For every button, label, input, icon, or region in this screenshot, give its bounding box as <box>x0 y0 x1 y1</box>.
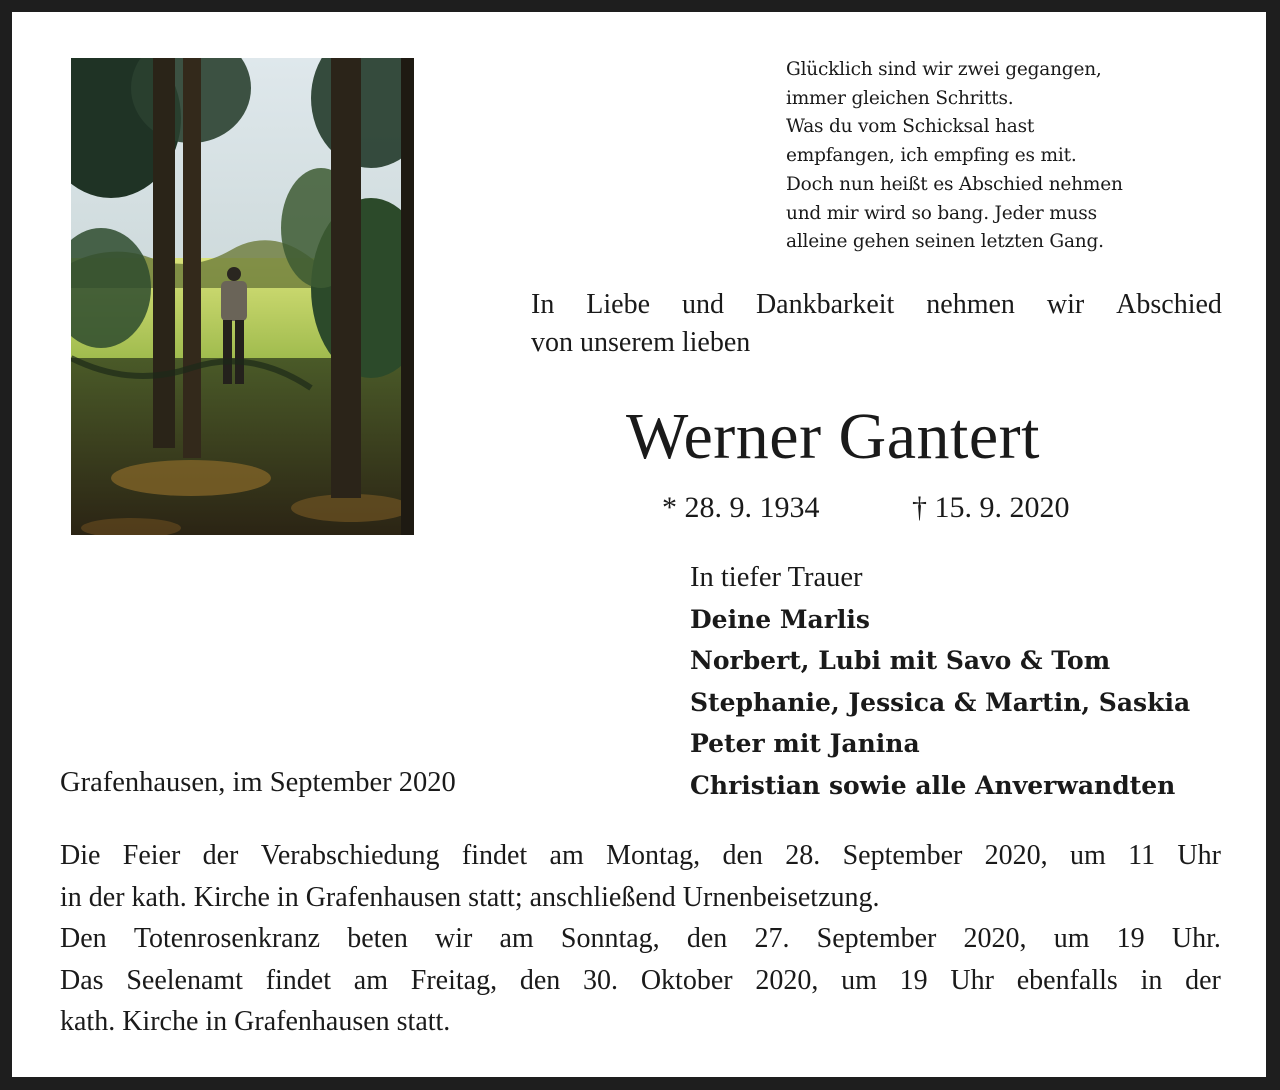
death-date: † 15. 9. 2020 <box>912 491 1070 524</box>
details-line-3 <box>60 918 1221 960</box>
forest-photo <box>71 58 414 535</box>
details-line-4 <box>60 960 1221 1002</box>
details-word: Montag, <box>606 840 701 871</box>
details-word: um <box>1053 923 1090 954</box>
details-word: 28. <box>785 840 821 871</box>
details-word: 27. <box>754 923 790 954</box>
details-word: Totenrosenkranz <box>133 923 321 954</box>
poem-line: immer gleichen Schritts. <box>786 87 1014 109</box>
details-word: ebenfalls <box>1016 964 1118 996</box>
intro-word: In <box>531 289 555 320</box>
intro-word: Abschied <box>1116 289 1222 320</box>
intro-text <box>531 286 1222 362</box>
poem-line: Doch nun heißt es Abschied nehmen <box>786 173 1123 195</box>
details-word: 30. <box>583 964 619 996</box>
details-word: 11 <box>1128 840 1156 871</box>
details-word: der <box>1185 964 1221 996</box>
intro-line-1 <box>531 286 1222 324</box>
details-word: September <box>842 840 963 871</box>
mourner-line: Deine Marlis <box>690 604 870 634</box>
details-word: Feier <box>122 840 181 871</box>
details-word: der <box>202 840 239 871</box>
details-word: in <box>1140 964 1163 996</box>
mourner-line: Peter mit Janina <box>690 729 920 758</box>
details-word: wir <box>435 923 473 954</box>
details-word: Verabschiedung <box>260 840 440 871</box>
details-word: Sonntag, <box>560 923 660 954</box>
poem <box>786 56 1206 257</box>
poem-line: alleine gehen seinen letzten Gang. <box>786 231 1104 253</box>
intro-word: Dankbarkeit <box>755 289 895 320</box>
details-word: Uhr <box>950 964 994 996</box>
details-word: Freitag, <box>410 964 498 996</box>
details-word: 2020, <box>963 923 1027 954</box>
details-word: 19 <box>899 964 928 996</box>
intro-word: nehmen <box>926 289 1015 320</box>
mourners-block <box>690 557 1250 806</box>
poem-line: empfangen, ich empfing es mit. <box>786 145 1077 167</box>
poem-line: Was du vom Schicksal hast <box>786 116 1035 138</box>
details-word: findet <box>461 840 528 871</box>
mourner-line: Norbert, Lubi mit Savo & Tom <box>690 646 1111 675</box>
obituary-card <box>12 12 1266 1077</box>
details-word: den <box>722 840 763 871</box>
intro-word: wir <box>1046 289 1085 320</box>
service-details <box>60 835 1221 1043</box>
details-word: findet <box>265 964 332 996</box>
place-and-date: Grafenhausen, im September 2020 <box>60 767 456 798</box>
details-word: Seelenamt <box>126 964 243 996</box>
details-word: den <box>519 964 561 996</box>
details-word: Den <box>60 923 107 954</box>
details-word: den <box>686 923 728 954</box>
details-word: beten <box>347 923 408 954</box>
details-word: um <box>841 964 877 996</box>
poem-line: und mir wird so bang. Jeder muss <box>786 202 1097 224</box>
mourner-line: Stephanie, Jessica & Martin, Saskia <box>690 687 1191 717</box>
details-line-5: kath. Kirche in Grafenhausen statt. <box>60 1006 451 1037</box>
details-line-2: in der kath. Kirche in Grafenhausen statt; anschließend Urnenbeisetzung. <box>60 881 880 913</box>
details-word: Das <box>60 964 104 996</box>
details-word: 2020, <box>755 964 819 996</box>
mourning-heading: In tiefer Trauer <box>690 562 863 593</box>
details-word: 2020, <box>984 840 1048 871</box>
birth-date: * 28. 9. 1934 <box>662 491 820 524</box>
details-word: Die <box>60 840 101 871</box>
intro-word: und <box>681 289 724 320</box>
intro-word: Liebe <box>586 289 651 320</box>
details-word: am <box>549 840 584 871</box>
details-word: September <box>816 923 937 954</box>
details-word: Uhr. <box>1171 923 1221 954</box>
details-line-1 <box>60 835 1221 877</box>
intro-line-2: von unserem lieben <box>531 327 751 358</box>
details-word: 19 <box>1116 923 1145 954</box>
deceased-name: Werner Gantert <box>626 400 1040 473</box>
details-word: Uhr <box>1177 840 1221 871</box>
poem-line: Glücklich sind wir zwei gegangen, <box>786 59 1102 80</box>
details-word: um <box>1070 840 1106 871</box>
details-word: am <box>353 964 388 996</box>
details-word: Oktober <box>640 964 733 996</box>
details-word: am <box>499 923 534 954</box>
mourner-line: Christian sowie alle Anverwandten <box>690 770 1176 800</box>
